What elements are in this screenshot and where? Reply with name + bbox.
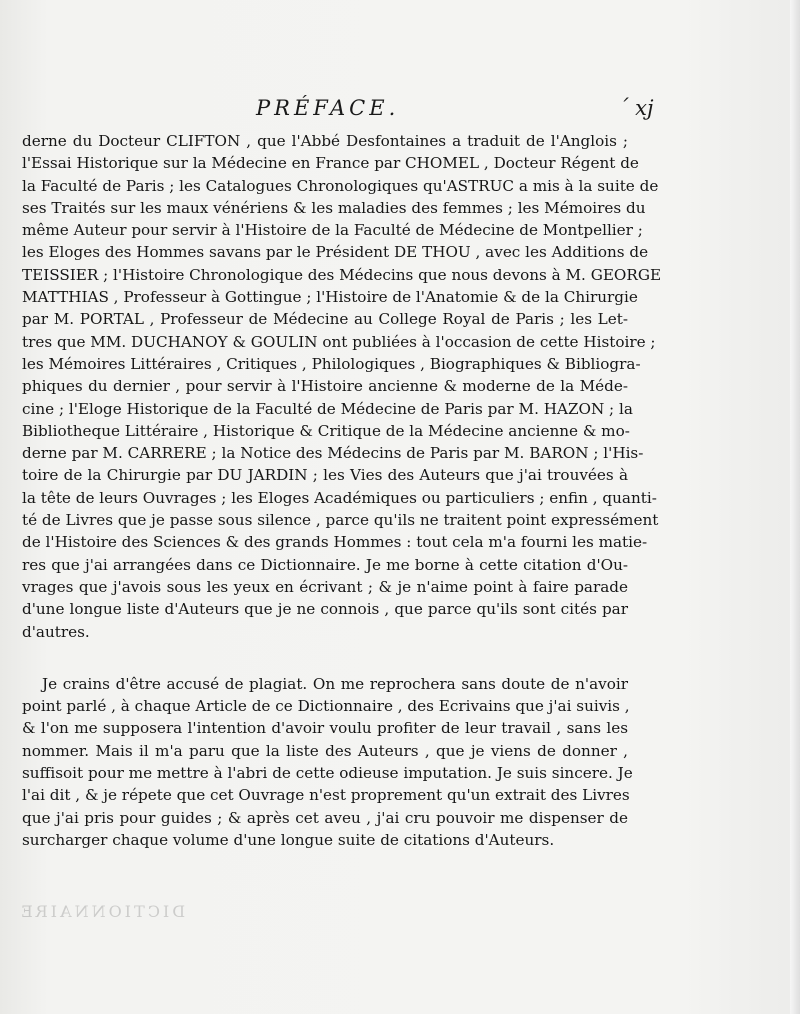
- text-line: surcharger chaque volume d'une longue suite de citations d'Auteurs.: [22, 830, 555, 849]
- text-line: point parlé , à chaque Article de ce Dictionnaire , des Ecrivains que j'ai suivis ,: [22, 697, 630, 716]
- text-line: derne par M. CARRERE ; la Notice des Médecins de Paris par M. BARON ; l'His-: [22, 444, 644, 463]
- text-line: vrages que j'avois sous les yeux en écrivant ; & je n'aime point à faire parade: [22, 577, 628, 596]
- text-line: d'une longue liste d'Auteurs que je ne connois , que parce qu'ils sont cités par: [22, 600, 628, 619]
- text-line: phiques du dernier , pour servir à l'Histoire ancienne & moderne de la Méde-: [22, 377, 628, 396]
- text-line: res que j'ai arrangées dans ce Dictionnaire. Je me borne à cette citation d'Ou-: [22, 555, 628, 574]
- text-line: de l'Histoire des Sciences & des grands Hommes : tout cela m'a fourni les matie-: [22, 533, 648, 552]
- text-line: que j'ai pris pour guides ; & après cet aveu , j'ai cru pouvoir me dispenser de: [22, 808, 628, 827]
- page-edge: [790, 0, 800, 1014]
- text-line: tres que MM. DUCHANOY & GOULIN ont publiées à l'occasion de cette Histoire ;: [22, 332, 656, 351]
- text-line: derne du Docteur CLIFTON , que l'Abbé Desfontaines a traduit de l'Anglois ;: [22, 132, 628, 150]
- text-line: même Auteur pour servir à l'Histoire de la Faculté de Médecine de Montpellier ;: [22, 221, 643, 240]
- text-line: toire de la Chirurgie par DU JARDIN ; les Vies des Auteurs que j'ai trouvées à: [22, 466, 628, 485]
- text-line: la Faculté de Paris ; les Catalogues Chronologiques qu'ASTRUC a mis à la suite de: [22, 176, 659, 195]
- paragraph-gap: [22, 643, 628, 673]
- body-text: [22, 130, 662, 851]
- text-line: ses Traités sur les maux vénériens & les maladies des femmes ; les Mémoires du: [22, 198, 646, 217]
- text-line: suffisoit pour me mettre à l'abri de cette odieuse imputation. Je suis sincere. Je: [22, 764, 633, 783]
- text-line: l'Essai Historique sur la Médecine en France par CHOMEL , Docteur Régent de: [22, 154, 639, 173]
- text-line: par M. PORTAL , Professeur de Médecine au College Royal de Paris ; les Let-: [22, 310, 628, 329]
- text-line: nommer. Mais il m'a paru que la liste des Auteurs , que je viens de donner ,: [22, 741, 628, 760]
- page-header: [0, 96, 800, 126]
- text-line: la tête de leurs Ouvrages ; les Eloges Académiques ou particuliers ; enfin , quanti-: [22, 488, 657, 507]
- page-number: ´ xj: [618, 96, 654, 120]
- text-line: d'autres.: [22, 622, 90, 641]
- text-line: l'ai dit , & je répete que cet Ouvrage n'est proprement qu'un extrait des Livres: [22, 786, 630, 805]
- text-line: les Eloges des Hommes savans par le Président DE THOU , avec les Additions de: [22, 243, 649, 262]
- paragraph-1: [22, 130, 662, 643]
- text-line: Bibliotheque Littéraire , Historique & Critique de la Médecine ancienne & mo-: [22, 421, 630, 440]
- text-line: cine ; l'Eloge Historique de la Faculté de Médecine de Paris par M. HAZON ; la: [22, 399, 633, 418]
- running-title: PRÉFACE.: [256, 96, 400, 120]
- text-line: TEISSIER ; l'Histoire Chronologique des Médecins que nous devons à M. GEORGE: [22, 265, 662, 284]
- paragraph-2: [22, 673, 633, 851]
- bleed-through-title: DICTIONNAIRE: [18, 902, 186, 921]
- text-line: Je crains d'être accusé de plagiat. On me reprochera sans doute de n'avoir: [42, 674, 628, 693]
- text-line: & l'on me supposera l'intention d'avoir voulu profiter de leur travail , sans les: [22, 719, 628, 738]
- text-line: té de Livres que je passe sous silence , parce qu'ils ne traitent point expressément: [22, 511, 659, 530]
- text-line: les Mémoires Littéraires , Critiques , Philologiques , Biographiques & Bibliogra-: [22, 354, 641, 373]
- text-line: MATTHIAS , Professeur à Gottingue ; l'Histoire de l'Anatomie & de la Chirurgie: [22, 288, 638, 307]
